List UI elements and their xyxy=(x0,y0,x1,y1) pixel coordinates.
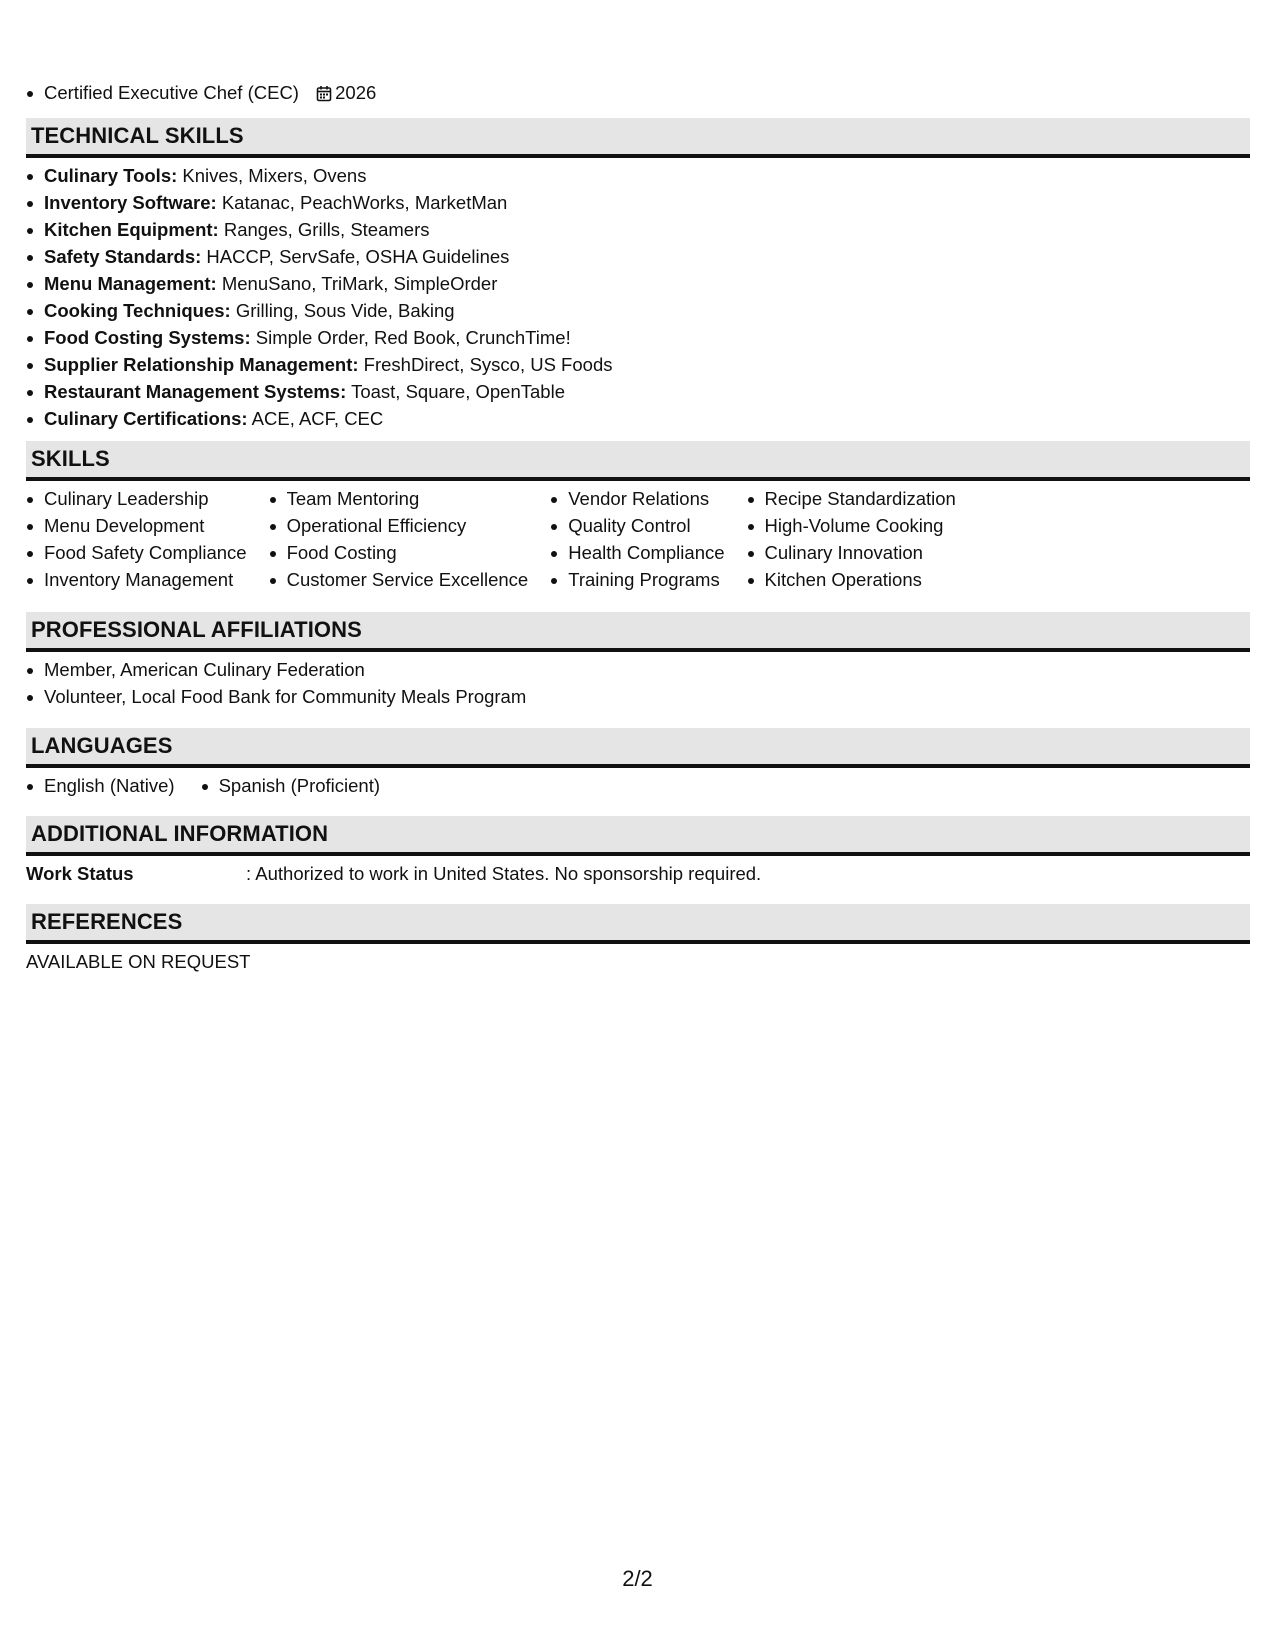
certification-year: 2026 xyxy=(335,82,377,103)
skills-column xyxy=(269,485,529,593)
list-item: Culinary Tools: Knives, Mixers, Ovens xyxy=(26,162,1250,189)
list-item: Menu Development xyxy=(26,512,247,539)
section-title: TECHNICAL SKILLS xyxy=(26,118,1250,158)
certification-item xyxy=(26,79,376,109)
list-item: Food Costing Systems: Simple Order, Red Book, CrunchTime! xyxy=(26,324,1250,351)
skills-grid xyxy=(26,481,1250,593)
affiliations-section xyxy=(26,612,1250,710)
list-item: Quality Control xyxy=(550,512,724,539)
certification-name: Certified Executive Chef (CEC) xyxy=(44,82,299,103)
section-title: PROFESSIONAL AFFILIATIONS xyxy=(26,612,1250,652)
technical-skills-list xyxy=(26,158,1250,432)
list-item: High-Volume Cooking xyxy=(747,512,956,539)
list-item: Spanish (Proficient) xyxy=(201,772,380,799)
section-title: ADDITIONAL INFORMATION xyxy=(26,816,1250,856)
affiliations-list xyxy=(26,652,1250,710)
list-item: Recipe Standardization xyxy=(747,485,956,512)
list-item: Inventory Software: Katanac, PeachWorks, MarketMan xyxy=(26,189,1250,216)
work-status-value: : Authorized to work in United States. No sponsorship required. xyxy=(246,863,762,884)
list-item: Food Safety Compliance xyxy=(26,539,247,566)
additional-info-section xyxy=(26,816,1250,887)
work-status-row xyxy=(26,856,1250,887)
technical-skills-section xyxy=(26,118,1250,432)
list-item: Health Compliance xyxy=(550,539,724,566)
languages-list xyxy=(26,768,1250,799)
list-item: Kitchen Operations xyxy=(747,566,956,593)
list-item: Customer Service Excellence xyxy=(269,566,529,593)
certifications-list xyxy=(26,79,376,109)
list-item: Menu Management: MenuSano, TriMark, SimpleOrder xyxy=(26,270,1250,297)
work-status-label: Work Status xyxy=(26,863,134,884)
calendar-icon xyxy=(316,82,332,109)
skills-column xyxy=(550,485,724,593)
list-item: Culinary Certifications: ACE, ACF, CEC xyxy=(26,405,1250,432)
list-item: Kitchen Equipment: Ranges, Grills, Steamers xyxy=(26,216,1250,243)
list-item: Culinary Leadership xyxy=(26,485,247,512)
references-section xyxy=(26,904,1250,975)
skills-section xyxy=(26,441,1250,593)
list-item: Member, American Culinary Federation xyxy=(26,656,1250,683)
list-item: Supplier Relationship Management: FreshDirect, Sysco, US Foods xyxy=(26,351,1250,378)
page-number: 2/2 xyxy=(622,1566,653,1591)
skills-column xyxy=(747,485,956,593)
list-item: English (Native) xyxy=(26,772,175,799)
languages-section xyxy=(26,728,1250,799)
skills-column xyxy=(26,485,247,593)
list-item: Restaurant Management Systems: Toast, Square, OpenTable xyxy=(26,378,1250,405)
list-item: Cooking Techniques: Grilling, Sous Vide, Baking xyxy=(26,297,1250,324)
section-title: SKILLS xyxy=(26,441,1250,481)
list-item: Vendor Relations xyxy=(550,485,724,512)
list-item: Team Mentoring xyxy=(269,485,529,512)
section-title: REFERENCES xyxy=(26,904,1250,944)
list-item: Inventory Management xyxy=(26,566,247,593)
list-item: Safety Standards: HACCP, ServSafe, OSHA Guidelines xyxy=(26,243,1250,270)
list-item: Operational Efficiency xyxy=(269,512,529,539)
list-item: Training Programs xyxy=(550,566,724,593)
list-item: Volunteer, Local Food Bank for Community Meals Program xyxy=(26,683,1250,710)
section-title: LANGUAGES xyxy=(26,728,1250,768)
list-item: Food Costing xyxy=(269,539,529,566)
references-text: AVAILABLE ON REQUEST xyxy=(26,951,251,972)
list-item: Culinary Innovation xyxy=(747,539,956,566)
